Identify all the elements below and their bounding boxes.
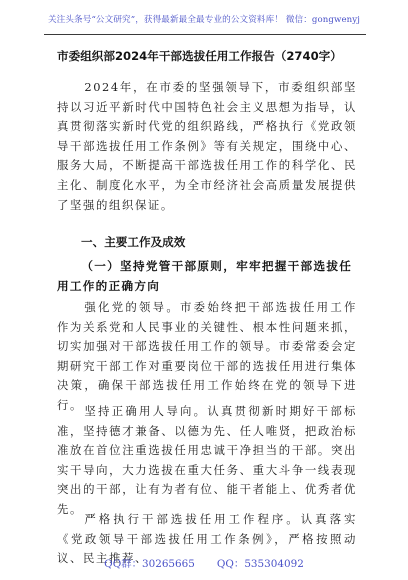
document-title: 市委组织部2024年干部选拔任用工作报告（2740字） [57, 49, 342, 63]
section-heading: 一、主要工作及成效 [81, 235, 186, 249]
footer-contact [0, 555, 408, 570]
paragraph-party-leadership: 强化党的领导。市委始终把干部选拔任用工作作为关系党和人民事业的关键性、根本性问题来抓，切实加强对干部选拔任用工作的领导。市委常委会定期研究干部工作对重要岗位干部的选拔任用进行集体决策，确保干部选拔任用工作始终在党的领导下进行。 [57, 300, 357, 412]
paragraph-orientation: 坚持正确用人导向。认真贯彻新时期好干部标准，坚持德才兼备、以德为先、任人唯贤，把政治标准放在首位注重选拔任用忠诚干净担当的干部。突出实干导向，大力选拔在重大任务、重大斗争一线表现突出的干部，让有为者有位、能干者能上、优秀者优先。 [57, 404, 357, 516]
paragraph-procedure: 严格执行干部选拔任用工作程序。认真落实《党政领导干部选拔任用工作条例》，严格按照动议、民主推荐、 [57, 512, 357, 566]
footer-qq: QQ：535304092 [216, 558, 304, 570]
sub-heading: （一）坚持党管干部原则，牢牢把握干部选拔任用工作的正确方向 [57, 259, 353, 293]
intro-paragraph: 2024年，在市委的坚强领导下，市委组织部坚持以习近平新时代中国特色社会主义思想为指导，认真贯彻落实新时代党的组织路线，严格执行《党政领导干部选拔任用工作条例》等有关规定，围绕中心、服务大局，不断提高干部选拔任用工作的科学化、民主化、制度化水平，为全市经济社会高质量发展提供了坚强的组织保证。 [57, 80, 357, 212]
header-divider [44, 34, 366, 35]
footer-qq-group: QQ群：30265665 [104, 558, 195, 570]
header-banner: 关注头条号“公文研究”，获得最新最全最专业的公文资料库！ 微信：gongwenyj [47, 15, 361, 25]
